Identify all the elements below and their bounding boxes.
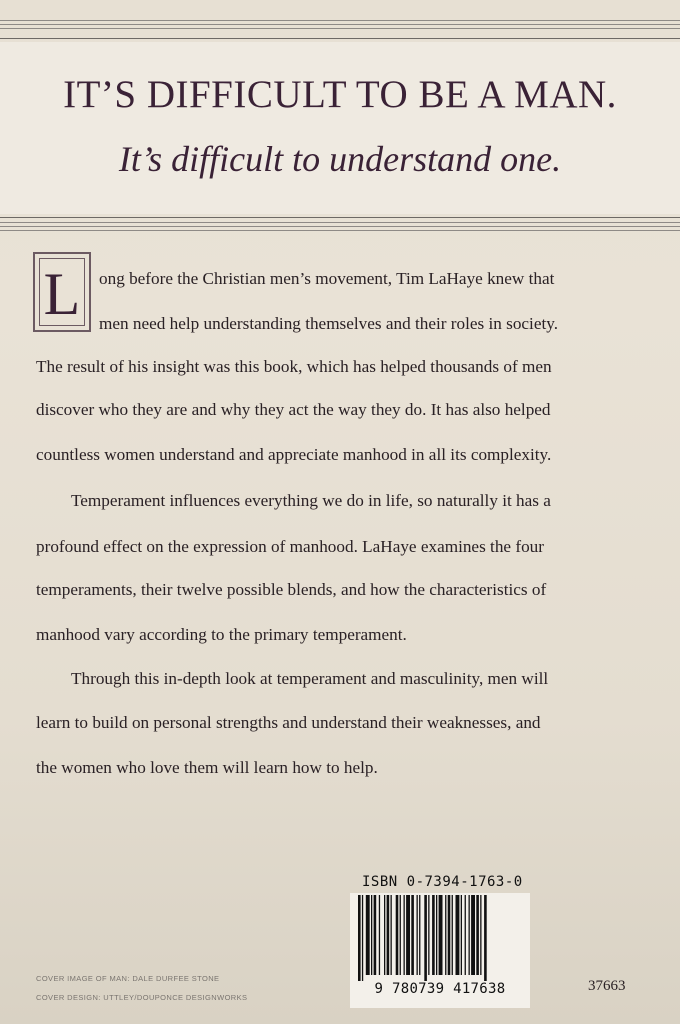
body-line: the women who love them will learn how to help. xyxy=(36,758,378,777)
mid-rule-2 xyxy=(0,222,680,223)
barcode-bar xyxy=(404,895,405,975)
cover-design-credit: COVER DESIGN: UTTLEY/DOUPONCE DESIGNWORKS xyxy=(36,993,248,1002)
barcode-bar xyxy=(358,895,361,981)
body-line: manhood vary according to the primary temperament. xyxy=(36,625,407,644)
body-line: discover who they are and why they act the way they do. It has also helped xyxy=(36,400,551,419)
header-band xyxy=(0,42,680,214)
price-code: 37663 xyxy=(588,978,626,994)
subhead: It’s difficult to understand one. xyxy=(118,139,562,179)
barcode-bar xyxy=(432,895,435,975)
barcode-bar xyxy=(396,895,399,975)
body-line: Temperament influences everything we do in life, so naturally it has a xyxy=(71,491,551,510)
barcode-bar xyxy=(439,895,443,975)
barcode-bar xyxy=(384,895,385,975)
barcode-bar xyxy=(448,895,451,975)
barcode-bar xyxy=(406,895,410,975)
top-rule-1 xyxy=(0,20,680,21)
body-line: ong before the Christian men’s movement, Tim LaHaye knew that xyxy=(99,269,555,288)
barcode-bar xyxy=(445,895,446,975)
barcode-bar xyxy=(419,895,420,975)
barcode-bar xyxy=(391,895,392,975)
mid-rule-1 xyxy=(0,217,680,218)
body-line: profound effect on the expression of manhood. LaHaye examines the four xyxy=(36,537,544,556)
barcode-bar xyxy=(428,895,429,975)
barcode-bar xyxy=(476,895,479,975)
drop-cap-letter: L xyxy=(39,258,85,326)
body-line: Through this in-depth look at temperament and masculinity, men will xyxy=(71,669,549,688)
top-rule-4 xyxy=(0,38,680,39)
barcode-bar xyxy=(436,895,437,975)
barcode xyxy=(350,893,530,1008)
top-rule-2 xyxy=(0,24,680,25)
isbn-label: ISBN 0-7394-1763-0 xyxy=(362,874,523,890)
barcode-bar xyxy=(469,895,470,975)
body-line: countless women understand and appreciate manhood in all its complexity. xyxy=(36,445,552,464)
barcode-bar xyxy=(461,895,462,975)
body-line: temperaments, their twelve possible blends, and how the characteristics of xyxy=(36,580,547,599)
drop-cap-frame xyxy=(33,252,91,332)
barcode-bar xyxy=(379,895,380,975)
mid-rule-4 xyxy=(0,230,680,231)
mid-rule-3 xyxy=(0,226,680,227)
barcode-bar xyxy=(424,895,427,981)
barcode-bar xyxy=(362,895,363,981)
headline: IT’S DIFFICULT TO BE A MAN. xyxy=(63,73,617,116)
top-rule-3 xyxy=(0,28,680,29)
body-line: The result of his insight was this book, which has helped thousands of men xyxy=(36,357,552,376)
barcode-bar xyxy=(465,895,466,975)
body-line: men need help understanding themselves and their roles in society. xyxy=(99,314,559,333)
cover-image-credit: COVER IMAGE OF MAN: DALE DURFEE STONE xyxy=(36,974,220,983)
barcode-bar xyxy=(387,895,390,975)
barcode-bar xyxy=(480,895,481,975)
barcode-bar xyxy=(371,895,372,975)
barcode-bar xyxy=(452,895,453,975)
barcode-bar xyxy=(471,895,475,975)
barcode-bar xyxy=(366,895,370,975)
barcode-bar xyxy=(400,895,401,975)
barcode-bar xyxy=(374,895,377,975)
barcode-bars xyxy=(358,895,524,981)
barcode-digits: 9 780739 417638 xyxy=(374,981,506,997)
barcode-bar xyxy=(484,895,487,981)
body-line: learn to build on personal strengths and understand their weaknesses, and xyxy=(36,713,541,732)
barcode-bar xyxy=(417,895,418,975)
barcode-bar xyxy=(456,895,460,975)
barcode-bar xyxy=(411,895,414,975)
